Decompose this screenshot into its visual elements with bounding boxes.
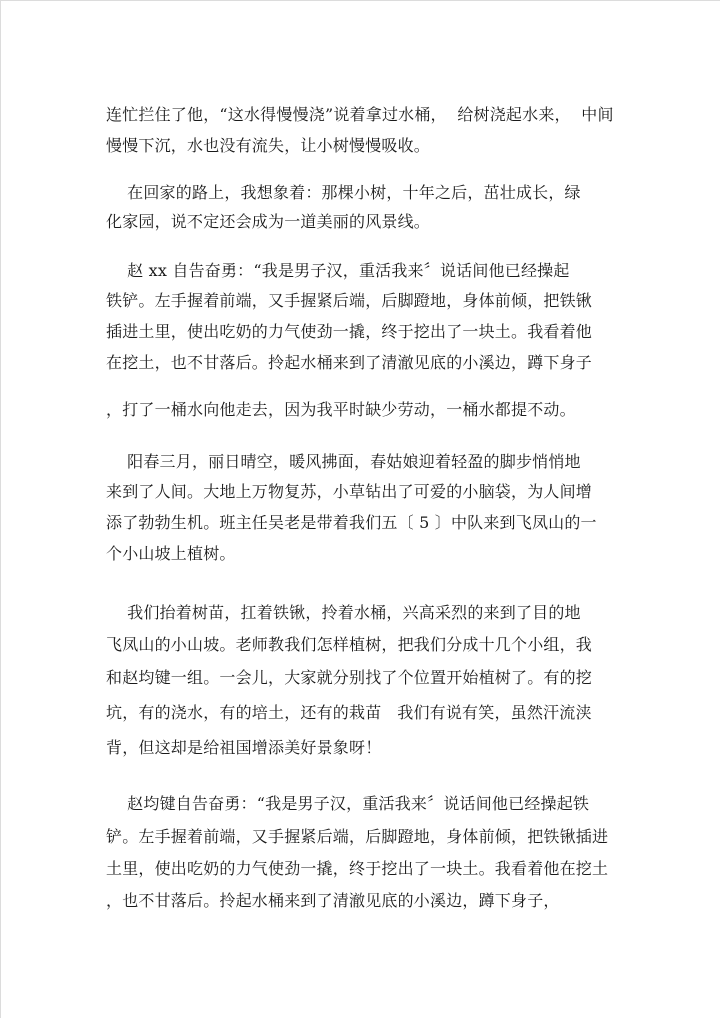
text-line: 飞凤山的小山坡。老师教我们怎样植树，把我们分成十几个小组，我 [106, 635, 593, 654]
text-line: 连忙拦住了他，“这水得慢慢浇”说着拿过水桶， 给树浇起水来， 中间 [106, 105, 614, 124]
text-line: 赵 xx 自告奋勇：“我是男子汉，重活我来〞说话间他已经操起 [106, 261, 570, 280]
text-line: 插进土里，使出吃奶的力气使劲一撬，终于挖出了一块土。我看着他 [106, 322, 593, 341]
text-line: 土里，使出吃奶的力气使劲一撬，终于挖出了一块土。我看着他在挖土 [106, 859, 609, 878]
text-line: 在挖土，也不甘落后。拎起水桶来到了清澈见底的小溪边，蹲下身子 [106, 353, 593, 372]
text-line: 个小山坡上植树。 [106, 544, 236, 563]
text-line: 在回家的路上，我想象着：那棵小树，十年之后，茁壮成长，绿 [106, 183, 581, 202]
text-line: 慢慢下沉，水也没有流失，让小树慢慢吸收。 [106, 136, 431, 155]
text-line: ，也不甘落后。拎起水桶来到了清澈见底的小溪边，蹲下身子， [106, 891, 560, 910]
text-line: 添了勃勃生机。班主任吴老是带着我们五〔 5 〕中队来到飞凤山的一 [106, 513, 597, 532]
text-line: 来到了人间。大地上万物复苏，小草钻出了可爱的小脑袋，为人间增 [106, 482, 593, 501]
text-line: 阳春三月，丽日晴空，暖风拂面，春姑娘迎着轻盈的脚步悄悄地 [106, 452, 581, 471]
text-line: 我们抬着树苗，扛着铁锹，拎着水桶，兴高采烈的来到了目的地 [106, 603, 581, 622]
text-line: 化家园，说不定还会成为一道美丽的风景线。 [106, 212, 431, 231]
text-line: 赵均键自告奋勇：“我是男子汉，重活我来〞说话间他已经操起铁 [106, 794, 590, 813]
text-line: ，打了一桶水向他走去，因为我平时缺少劳动，一桶水都提不动。 [106, 400, 576, 419]
text-line: 铲。左手握着前端，又手握紧后端，后脚蹬地，身体前倾，把铁锹插进 [106, 827, 609, 846]
text-line: 背，但这却是给祖国增添美好景象呀！ [106, 738, 382, 757]
text-line: 铁铲。左手握着前端，又手握紧后端，后脚蹬地，身体前倾，把铁锹 [106, 291, 593, 310]
text-line: 坑，有的浇水，有的培土，还有的栽苗 我们有说有笑，虽然汗流浃 [106, 703, 592, 722]
text-line: 和赵均键一组。一会儿，大家就分别找了个位置开始植树了。有的挖 [106, 668, 593, 687]
